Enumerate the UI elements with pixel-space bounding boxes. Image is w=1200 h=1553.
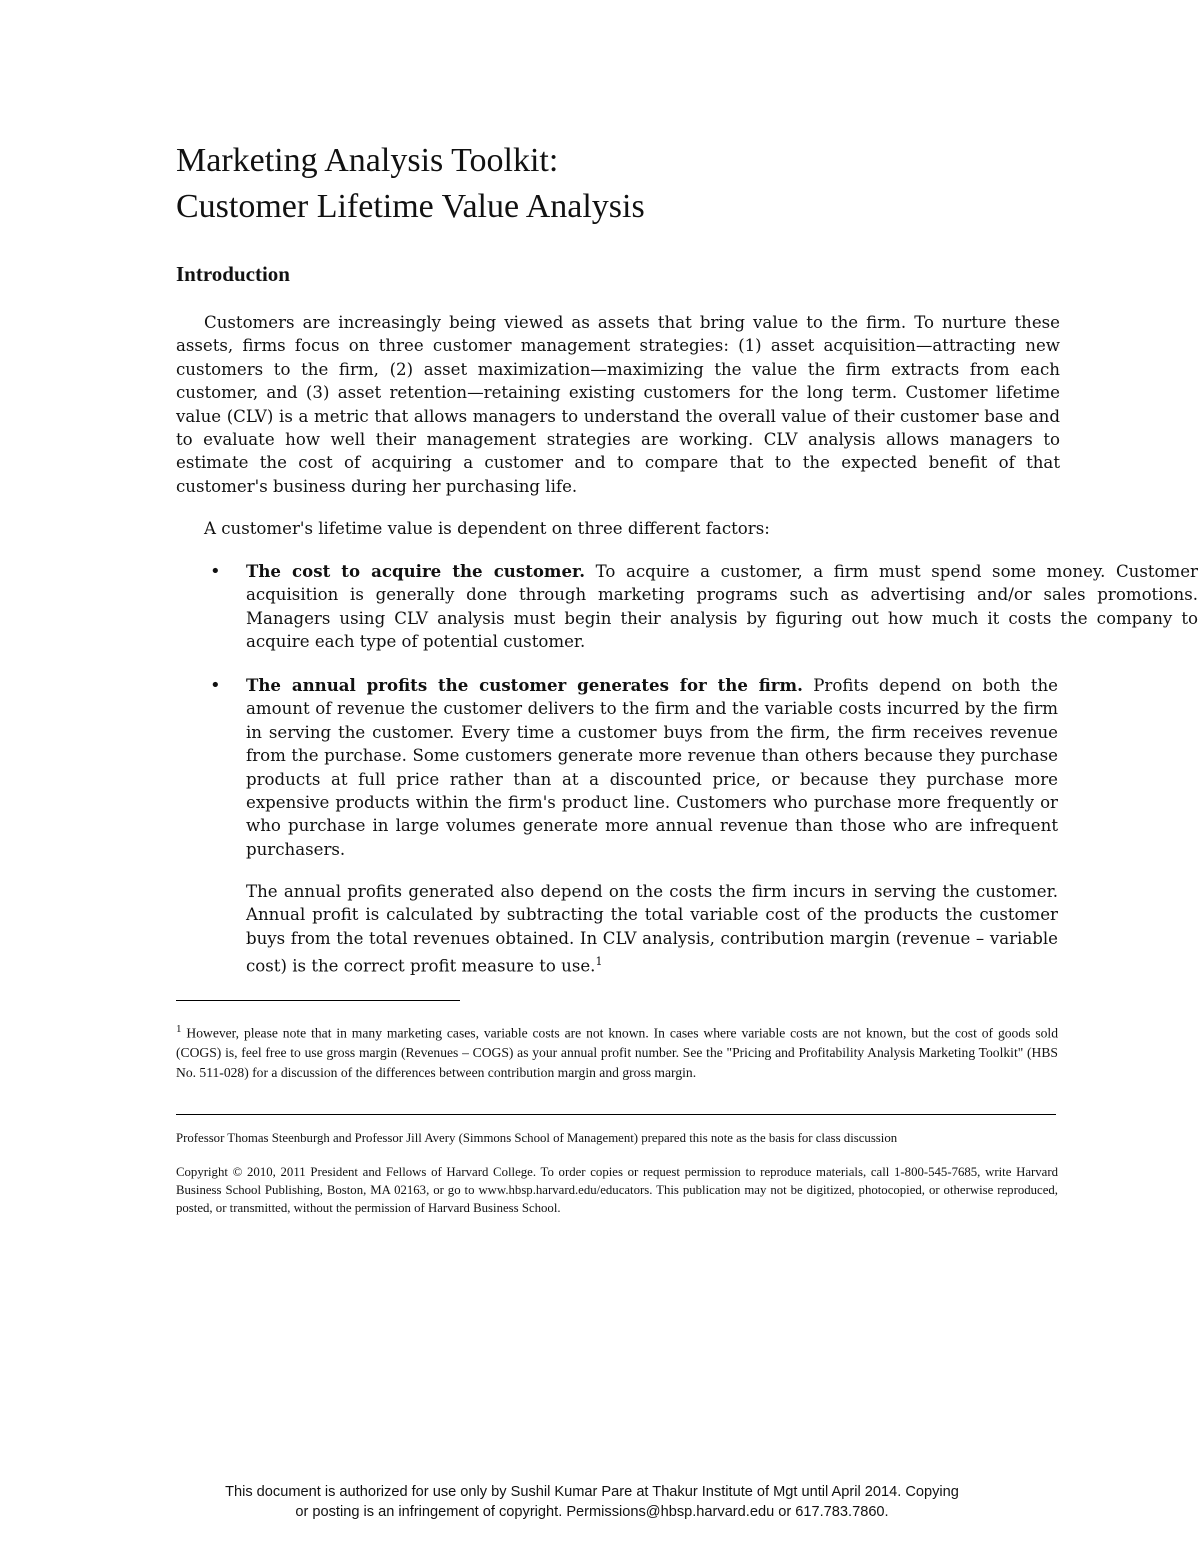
title-line-1: Marketing Analysis Toolkit:	[176, 142, 559, 179]
footnote-number: 1	[176, 1023, 182, 1035]
bullet-heading: The cost to acquire the customer.	[246, 561, 586, 581]
authorization-line-1: This document is authorized for use only by Sushil Kumar Pare at Thakur Institute of Mgt until April 2014. Copying	[225, 1484, 959, 1500]
bullet-marker: •	[210, 561, 221, 582]
authorization-notice	[0, 1482, 1184, 1522]
title-line-2: Customer Lifetime Value Analysis	[176, 188, 645, 225]
footnote	[176, 1020, 1058, 1082]
prepared-by-note: Professor Thomas Steenburgh and Professor Jill Avery (Simmons School of Management) prepared this note as the basis for class discussion	[176, 1131, 898, 1145]
factors-intro-paragraph: A customer's lifetime value is dependent on three different factors:	[204, 519, 770, 538]
footnote-text: However, please note that in many marketing cases, variable costs are not known. In cases where variable costs are not known, but the cost of goods sold (COGS) is, feel free to use gross margin (Revenues – COGS) as your annual profit number. See the "Pricing and Profitability Analysis Marketing Toolkit" (HBS No. 511-028) for a discussion of the differences between contribution margin and gross margin.	[176, 1025, 1058, 1080]
authorization-line-2: or posting is an infringement of copyright. Permissions@hbsp.harvard.edu or 617.783.7860.	[295, 1504, 889, 1520]
horizontal-divider	[176, 1114, 1056, 1115]
bullet-item-annual-profits	[246, 674, 1058, 861]
bullet-marker: •	[210, 675, 221, 696]
bullet-heading: The annual profits the customer generates for the firm.	[246, 675, 803, 695]
continuation-text: The annual profits generated also depend on the costs the firm incurs in serving the customer. Annual profit is calculated by subtracting the total variable cost of the products the customer buys from the total revenues obtained. In CLV analysis, contribution margin (revenue – variable cost) is the correct profit measure to use.	[246, 882, 1058, 976]
footnote-reference: 1	[595, 955, 603, 969]
continuation-paragraph	[246, 880, 1058, 978]
bullet-body: To acquire a customer, a firm must spend some money. Customer acquisition is generally done through marketing programs such as advertising and/or sales promotions. Managers using CLV analysis must begin their analysis by figuring out how much it costs the company to acquire each type of potential customer.	[246, 562, 1198, 652]
intro-paragraph: Customers are increasingly being viewed as assets that bring value to the firm. To nurture these assets, firms focus on three customer management strategies: (1) asset acquisition—attracting new customers to the firm, (2) asset maximization—maximizing the value the firm extracts from each customer, and (3) asset retention—retaining existing customers for the long term. Customer lifetime value (CLV) is a metric that allows managers to understand the overall value of their customer base and to evaluate how well their management strategies are working. CLV analysis allows managers to estimate the cost of acquiring a customer and to compare that to the expected benefit of that customer's business during her purchasing life.	[176, 313, 1060, 496]
document-title	[176, 138, 645, 230]
bullet-item-acquisition-cost	[246, 560, 1198, 654]
bullet-body: Profits depend on both the amount of revenue the customer delivers to the firm and the variable costs incurred by the firm in serving the customer. Every time a customer buys from the firm, the firm receives revenue from the purchase. Some customers generate more revenue than others because they purchase products at full price rather than at a discounted price, or because they purchase more expensive products within the firm's product line. Customers who purchase more frequently or who purchase in large volumes generate more annual revenue than those who are infrequent purchasers.	[246, 676, 1058, 859]
section-heading-introduction: Introduction	[176, 262, 290, 286]
copyright-notice: Copyright © 2010, 2011 President and Fellows of Harvard College. To order copies or request permission to reproduce materials, call 1-800-545-7685, write Harvard Business School Publishing, Boston, MA 02163, or go to www.hbsp.harvard.edu/educators. This publication may not be digitized, photocopied, or otherwise reproduced, posted, or transmitted, without the permission of Harvard Business School.	[176, 1165, 1058, 1215]
footnote-divider	[176, 1000, 460, 1001]
